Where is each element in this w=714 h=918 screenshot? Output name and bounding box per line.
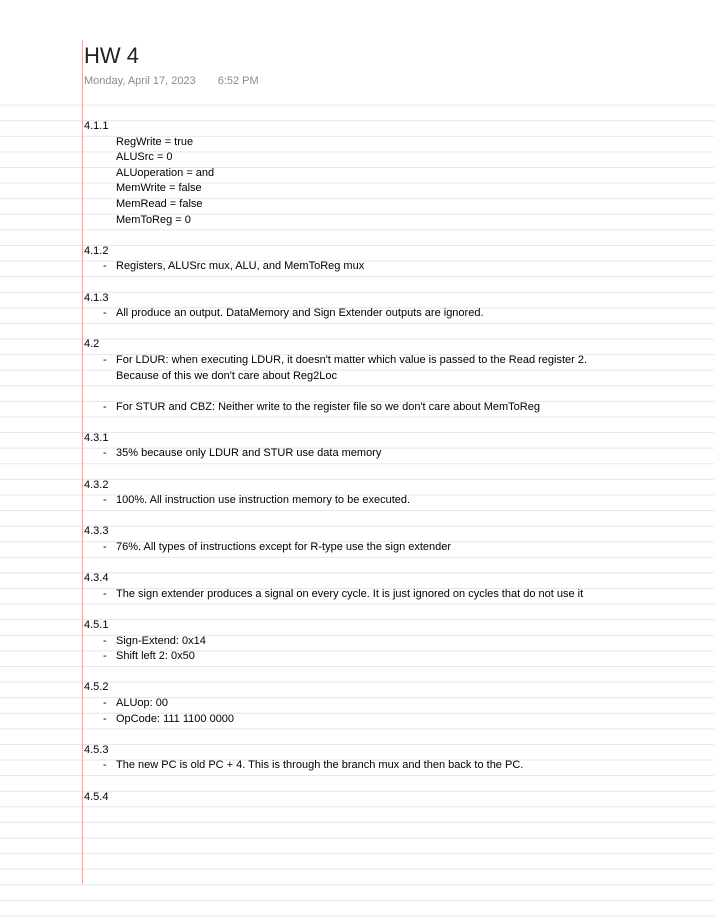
bullet-dash: -: [103, 587, 107, 600]
page-time: 6:52 PM: [217, 75, 259, 87]
page-date: Monday, April 17, 2023: [84, 75, 196, 87]
bullet-dash: -: [103, 400, 107, 413]
section-heading: 4.3.2: [84, 478, 109, 491]
section-heading: 4.3.4: [84, 572, 109, 585]
bullet-dash: -: [103, 541, 107, 554]
list-item-text: For STUR and CBZ: Neither write to the register file so we don't care about MemToReg: [116, 400, 540, 413]
list-item: [84, 306, 704, 322]
list-item-text: Registers, ALUSrc mux, ALU, and MemToReg mux: [116, 260, 365, 273]
list-item-text: The new PC is old PC + 4. This is through the branch mux and then back to the PC.: [116, 759, 524, 772]
list-item: [84, 353, 704, 369]
section-heading: 4.5.4: [84, 790, 109, 803]
bullet-dash: -: [103, 494, 107, 507]
list-item: [84, 587, 704, 603]
list-item: [84, 540, 704, 556]
bullet-dash: -: [103, 447, 107, 460]
bullet-dash: -: [103, 634, 107, 647]
margin-line: [82, 40, 83, 884]
section-heading: 4.1.1: [84, 120, 109, 132]
section-heading: 4.3.3: [84, 525, 109, 538]
section-heading: 4.1.2: [84, 244, 109, 257]
list-item-text: The sign extender produces a signal on every cycle. It is just ignored on cycles that do not use it: [116, 587, 584, 600]
bullet-dash: -: [103, 650, 107, 663]
note-line: RegWrite = true: [116, 135, 194, 148]
list-item-text: All produce an output. DataMemory and Sign Extender outputs are ignored.: [116, 307, 484, 320]
list-item-text: Sign-Extend: 0x14: [116, 634, 206, 647]
bullet-dash: -: [103, 307, 107, 320]
list-item-text: OpCode: 111 1100 0000: [116, 712, 235, 725]
bullet-dash: -: [103, 353, 107, 366]
section-heading: 4.2: [84, 338, 100, 351]
list-item-text: ALUop: 00: [116, 696, 168, 709]
list-item: [84, 634, 704, 650]
list-item-text: 100%. All instruction use instruction memory to be executed.: [116, 494, 411, 507]
bullet-dash: -: [103, 712, 107, 725]
note-line: ALUoperation = and: [116, 166, 215, 179]
list-item-text: Shift left 2: 0x50: [116, 650, 195, 663]
bullet-dash: -: [103, 759, 107, 772]
section-heading: 4.5.3: [84, 743, 109, 756]
list-item: [84, 758, 704, 774]
list-item: [84, 493, 704, 509]
note-line: MemRead = false: [116, 197, 203, 210]
list-item: [84, 712, 704, 728]
note-line: MemToReg = 0: [116, 213, 191, 226]
section-heading: 4.5.1: [84, 619, 109, 631]
list-item-continuation: Because of this we don't care about Reg2Loc: [116, 369, 338, 382]
section-heading: 4.1.3: [84, 291, 109, 304]
list-item-text: 76%. All types of instructions except for R-type use the sign extender: [116, 541, 452, 554]
list-item: [84, 400, 704, 416]
list-item: [84, 446, 704, 462]
page-timestamp: [84, 74, 259, 88]
bullet-dash: -: [103, 260, 107, 273]
section-heading: 4.5.2: [84, 681, 109, 694]
note-body[interactable]: [84, 119, 704, 805]
list-item-text: For LDUR: when executing LDUR, it doesn't matter which value is passed to the Read register 2.: [116, 353, 588, 366]
note-line: ALUSrc = 0: [116, 151, 173, 164]
section-heading: 4.3.1: [84, 431, 109, 444]
list-item: [84, 696, 704, 712]
list-item: [84, 649, 704, 665]
list-item-text: 35% because only LDUR and STUR use data memory: [116, 447, 382, 460]
bullet-dash: -: [103, 696, 107, 709]
list-item: [84, 259, 704, 275]
note-line: MemWrite = false: [116, 182, 202, 195]
page-title[interactable]: HW 4: [84, 43, 139, 68]
